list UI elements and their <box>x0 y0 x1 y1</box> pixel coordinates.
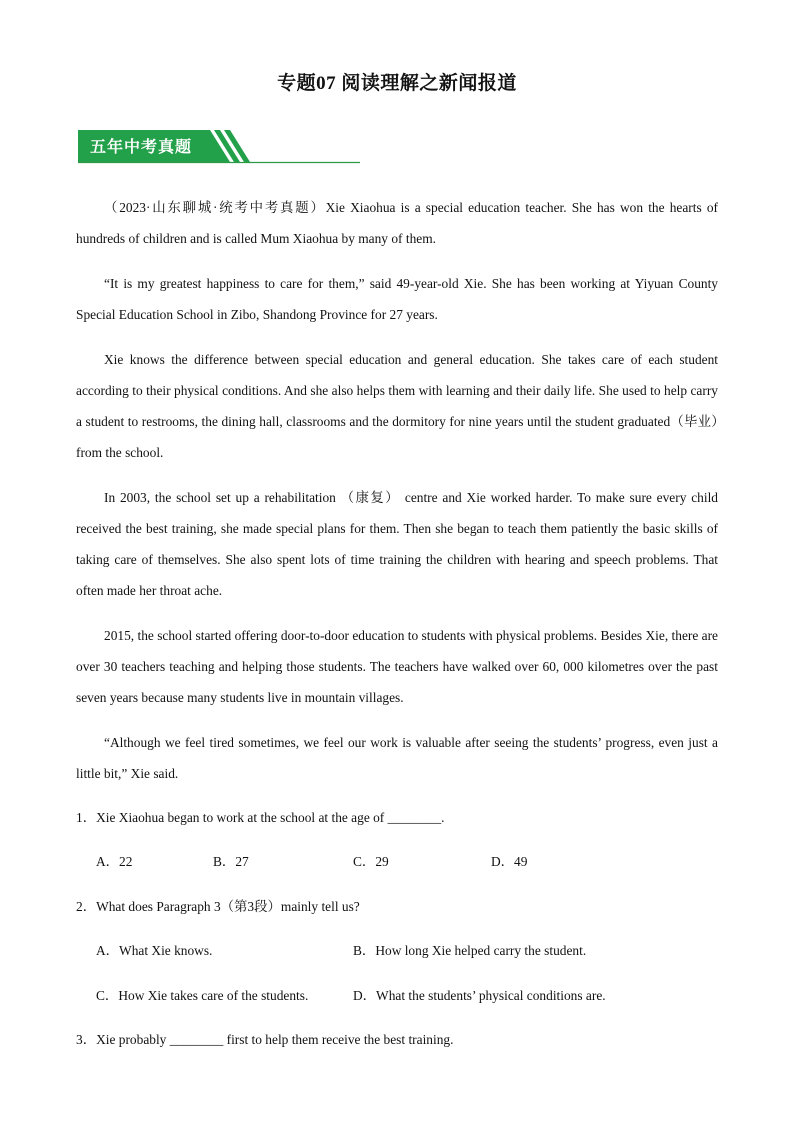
section-banner-label: 五年中考真题 <box>90 137 193 156</box>
question-3-stem: 3．Xie probably ________ first to help them receive the best training. <box>76 1032 454 1047</box>
question-2-option-d: D．What the students’ physical conditions are. <box>353 988 606 1003</box>
question-1-option-a: A．22 <box>96 854 133 869</box>
article-paragraph-2: “It is my greatest happiness to care for them,” said 49-year-old Xie. She has been working at Yiyuan County Special Education School in Zibo, Shandong Province for 27 years. <box>76 276 718 322</box>
article-paragraph-1: （2023·山东聊城·统考中考真题）Xie Xiaohua is a special education teacher. She has won the hearts of hundreds of children and is called Mum Xiaohua by many of them. <box>76 200 718 246</box>
question-1-option-b: B．27 <box>213 854 249 869</box>
question-1-option-d: D．49 <box>491 854 528 869</box>
article-paragraph-4: In 2003, the school set up a rehabilitation （康复） centre and Xie worked harder. To make sure every child received the best training, she made special plans for them. Then she began to teach them patiently the basic skills of taking care of themselves. She also spent lots of time training the children with hearing and speech problems. That often made her throat ache. <box>76 490 718 598</box>
question-1-stem: 1．Xie Xiaohua began to work at the school at the age of ________. <box>76 810 445 825</box>
question-2-option-b: B．How long Xie helped carry the student. <box>353 943 587 958</box>
section-banner <box>78 128 360 164</box>
article-paragraph-5: 2015, the school started offering door-to-door education to students with physical problems. Besides Xie, there are over 30 teachers teaching and helping those students. The teachers have walked over 60, 000 kilometres over the past seven years because many students live in mountain villages. <box>76 628 718 705</box>
question-1-option-c: C．29 <box>353 854 389 869</box>
article-paragraph-3: Xie knows the difference between special education and general education. She takes care of each student according to their physical conditions. And she also helps them with learning and their daily life. She used to help carry a student to restrooms, the dining hall, classrooms and the dormitory for nine years until the student graduated（毕业）from the school. <box>76 352 718 460</box>
question-2-stem: 2．What does Paragraph 3（第3段）mainly tell us? <box>76 899 360 914</box>
question-2-option-a: A．What Xie knows. <box>96 943 213 958</box>
question-2-option-c: C．How Xie takes care of the students. <box>96 988 309 1003</box>
article-paragraph-6: “Although we feel tired sometimes, we feel our work is valuable after seeing the students’ progress, even just a little bit,” Xie said. <box>76 735 718 781</box>
page-title: 专题07 阅读理解之新闻报道 <box>277 73 517 94</box>
